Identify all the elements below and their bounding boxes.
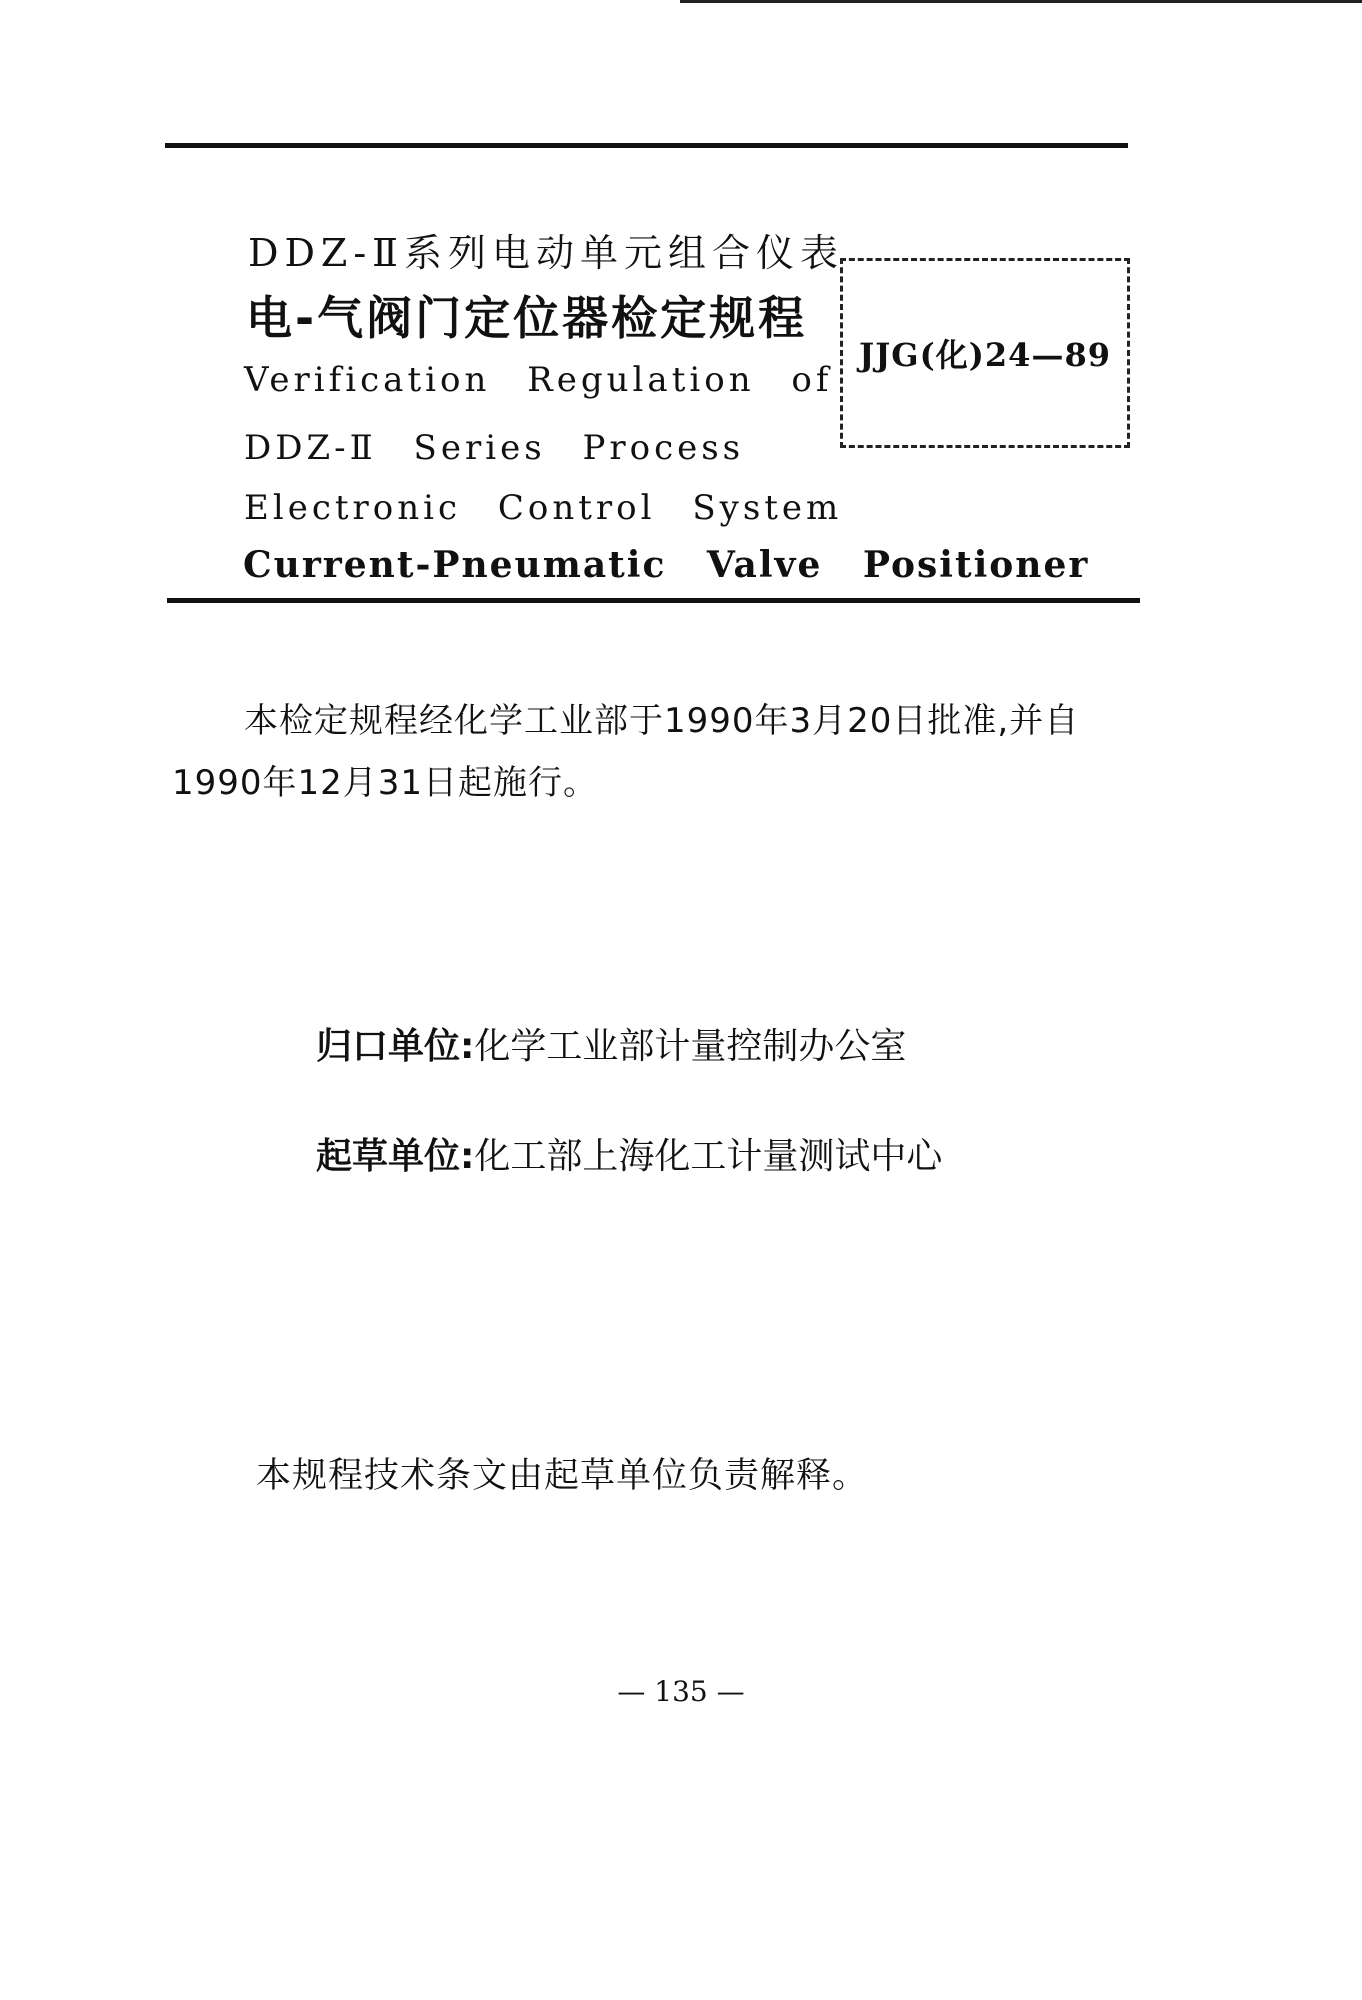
organization-label: 归口单位: (316, 1026, 475, 1067)
english-title-line-3: Electronic Control System (244, 488, 843, 528)
interpretation-note: 本规程技术条文由起草单位负责解释。 (256, 1456, 869, 1496)
top-edge-rule (680, 0, 1362, 3)
drafting-organization (316, 1128, 942, 1179)
chinese-title: 电-气阀门定位器检定规程 (246, 291, 808, 345)
page-number: — 135 — (617, 1675, 745, 1708)
header-top-rule (165, 143, 1128, 148)
series-title: DDZ-Ⅱ系列电动单元组合仪表 (248, 231, 845, 275)
english-title-main: Current-Pneumatic Valve Positioner (243, 544, 1090, 586)
organization-value: 化工部上海化工计量测试中心 (474, 1136, 943, 1177)
organization-label: 起草单位: (316, 1136, 475, 1177)
standard-code-box (840, 258, 1130, 448)
organization-value: 化学工业部计量控制办公室 (474, 1026, 907, 1067)
header-bottom-rule (167, 598, 1140, 603)
standard-code: JJG(化)24—89 (859, 336, 1111, 374)
english-title-line-2: DDZ-Ⅱ Series Process (244, 428, 745, 468)
approval-statement: 本检定规程经化学工业部于1990年3月20日批准,并自1990年12月31日起施行。 (172, 701, 1080, 803)
responsible-organization (316, 1018, 906, 1069)
english-title-line-1: Verification Regulation of (244, 360, 833, 400)
